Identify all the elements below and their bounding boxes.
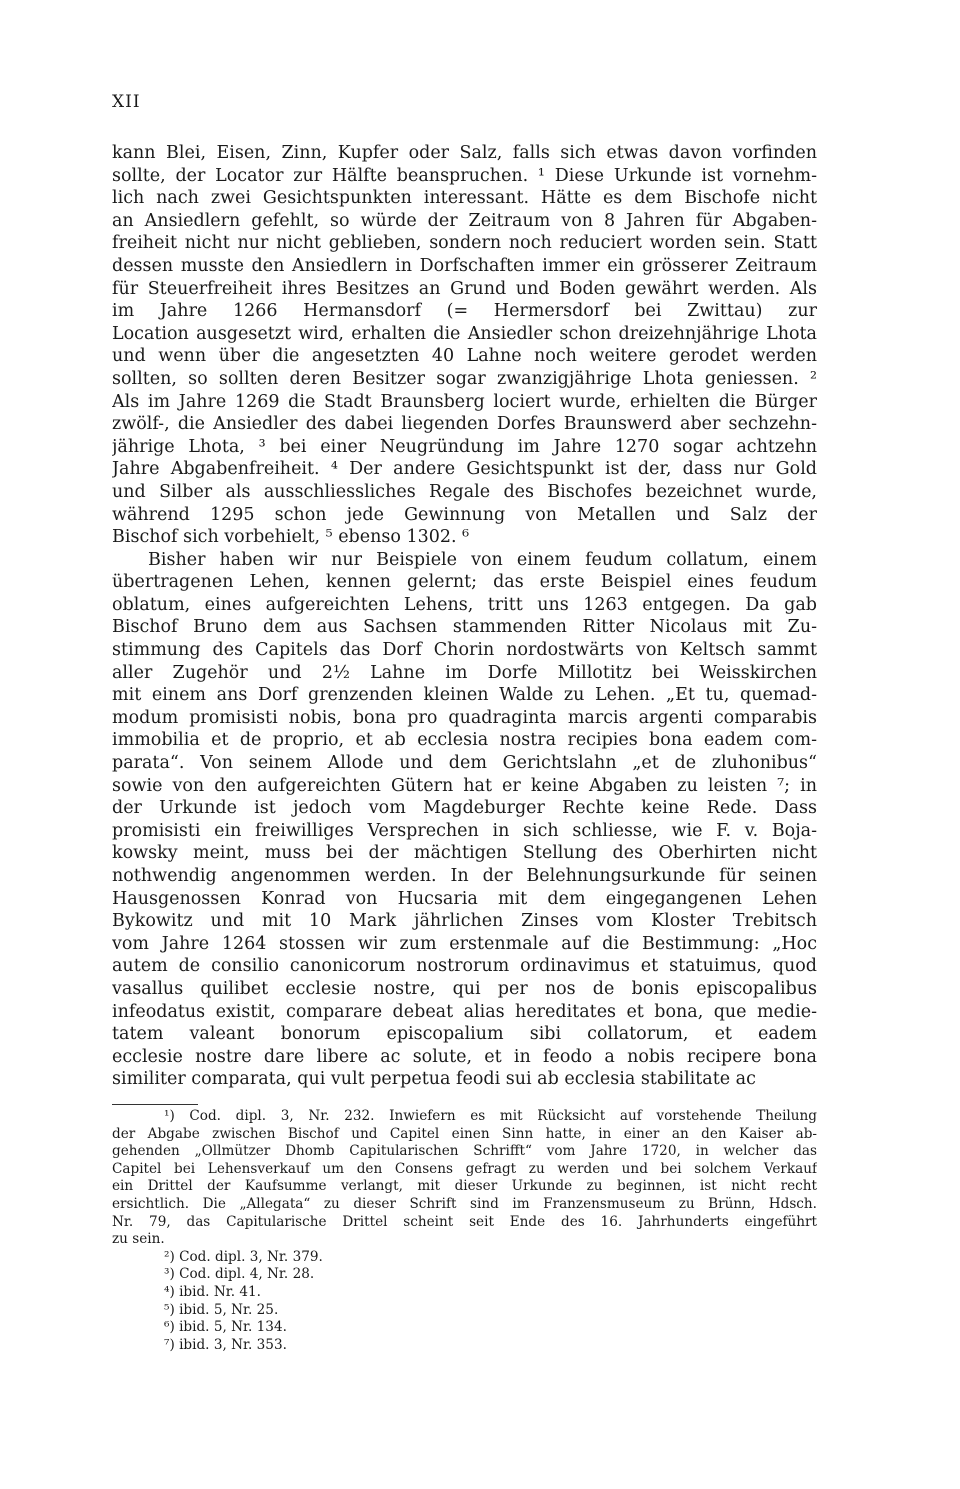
- body-line: kann Blei, Eisen, Zinn, Kupfer oder Salz, falls sich etwas davon vorfinden: [112, 143, 817, 163]
- body-line: similiter comparata, qui vult perpetua feodi sui ab ecclesia stabilitate ac: [112, 1069, 756, 1090]
- body-text: [112, 142, 817, 1091]
- body-line: im Jahre 1266 Hermansdorf (= Hermersdorf bei Zwittau) zur: [112, 301, 817, 322]
- body-line: Jahre Abgabenfreiheit. ⁴ Der andere Gesichtspunkt ist der, dass nur Gold: [112, 459, 817, 480]
- body-line: Location ausgesetzt wird, erhalten die Ansiedler schon dreizehnjährige Lhota: [112, 323, 817, 344]
- body-line: oblatum, eines aufgereichten Lehens, tritt uns 1263 entgegen. Da gab: [112, 594, 817, 615]
- body-line: vom Jahre 1264 stossen wir zum erstenmale auf die Bestimmung: „Hoc: [112, 933, 817, 954]
- body-line: autem de consilio canonicorum nostrorum ordinavimus et statuimus, quod: [112, 956, 817, 977]
- body-line: für Steuerfreiheit ihres Besitzes an Grund und Boden gewährt werden. Als: [112, 278, 817, 299]
- footnote-line: ein Drittel der Kaufsumme verlangt, mit dieser Urkunde zu beginnen, ist nicht recht: [112, 1178, 817, 1195]
- body-line: stimmung des Capitels das Dorf Chorin nordostwärts von Keltsch sammt: [112, 640, 817, 661]
- footnote-separator: [112, 1104, 198, 1105]
- body-line: modum promisisti nobis, bona pro quadraginta marcis argenti comparabis: [112, 707, 817, 728]
- body-line: sollten, so sollten deren Besitzer sogar zwanzigjährige Lhota geniessen. ²: [112, 368, 817, 389]
- footnote-line: ⁷) ibid. 3, Nr. 353.: [164, 1336, 287, 1353]
- footnote-line: ⁵) ibid. 5, Nr. 25.: [164, 1301, 279, 1318]
- body-line: aller Zugehör und 2½ Lahne im Dorfe Millotitz bei Weisskirchen: [112, 662, 817, 683]
- body-line: promisisti ein freiwilliges Versprechen in sich schliesse, wie F. v. Boja-: [112, 820, 817, 841]
- body-line: und wenn über die angesetzten 40 Lahne noch weitere gerodet werden: [112, 346, 817, 367]
- footnote-line: ¹) Cod. dipl. 3, Nr. 232. Inwiefern es mit Rücksicht auf vorstehende Theilung: [164, 1108, 817, 1124]
- body-line: ecclesie nostre dare libere ac solute, et in feodo a nobis recipere bona: [112, 1046, 817, 1067]
- body-line: Bykowitz und mit 10 Mark jährlichen Zinses vom Kloster Trebitsch: [112, 911, 817, 932]
- body-line: kowsky meint, muss bei der mächtigen Stellung des Oberhirten nicht: [112, 843, 817, 864]
- body-line: Bischof Bruno dem aus Sachsen stammenden Ritter Nicolaus mit Zu-: [112, 617, 817, 638]
- body-line: vasallus quilibet ecclesie nostre, qui per nos de bonis episcopalibus: [112, 978, 817, 999]
- page-number: XII: [112, 92, 141, 112]
- body-line: infeodatus existit, comparare debeat alias hereditates et bona, que medie-: [112, 1001, 817, 1022]
- body-line: Bischof sich vorbehielt, ⁵ ebenso 1302. ⁶: [112, 527, 470, 548]
- body-line: immobilia et de proprio, et ab ecclesia nostra recipies bona eadem com-: [112, 730, 817, 751]
- body-line: während 1295 schon jede Gewinnung von Metallen und Salz der: [112, 504, 817, 525]
- body-line: parata“. Von seinem Allode und dem Gerichtslahn „et de zluhonibus“: [112, 753, 817, 774]
- body-line: sowie von den aufgereichten Gütern hat er keine Abgaben zu leisten ⁷; in: [112, 775, 817, 796]
- body-line: an Ansiedlern gefehlt, so würde der Zeitraum von 8 Jahren für Abgaben-: [112, 210, 817, 231]
- body-line: Als im Jahre 1269 die Stadt Braunsberg lociert wurde, erhielten die Bürger: [112, 391, 817, 412]
- footnote-line: der Abgabe zwischen Bischof und Capitel einen Sinn hatte, in einer an den Kaiser ab-: [112, 1125, 817, 1142]
- footnote-line: ⁶) ibid. 5, Nr. 134.: [164, 1319, 287, 1336]
- footnote-line: zu sein.: [112, 1231, 165, 1248]
- footnotes: [112, 1108, 817, 1354]
- body-line: jährige Lhota, ³ bei einer Neugründung im Jahre 1270 sogar achtzehn: [112, 436, 817, 457]
- body-line: zwölf-, die Ansiedler des dabei liegenden Dorfes Braunswerd aber sechzehn-: [112, 414, 817, 435]
- footnote-line: Capitel bei Lehensverkauf um den Consens gefragt zu werden und bei solchem Verkauf: [112, 1160, 817, 1177]
- body-line: der Urkunde ist jedoch vom Magdeburger Rechte keine Rede. Dass: [112, 798, 817, 819]
- body-line: tatem valeant bonorum episcopalium sibi collatorum, et eadem: [112, 1024, 817, 1045]
- footnote-line: ³) Cod. dipl. 4, Nr. 28.: [164, 1266, 315, 1283]
- footnote-line: gehenden „Ollmützer Dhomb Capitularischen Schrifft“ vom Jahre 1720, in welcher das: [112, 1143, 817, 1160]
- body-line: nothwendig angenommen werden. In der Belehnungsurkunde für seinen: [112, 866, 817, 886]
- body-line: Bisher haben wir nur Beispiele von einem feudum collatum, einem: [148, 549, 817, 570]
- footnote-line: Nr. 79, das Capitularische Drittel scheint seit Ende des 16. Jahrhunderts eingeführt: [112, 1213, 817, 1230]
- footnote-line: ersichtlich. Die „Allegata“ zu dieser Schrift sind im Franzensmuseum zu Brünn, Hdsch.: [112, 1195, 817, 1212]
- body-line: mit einem ans Dorf grenzenden kleinen Walde zu Lehen. „Et tu, quemad-: [112, 685, 817, 706]
- body-line: und Silber als ausschliessliches Regale des Bischofes bezeichnet wurde,: [112, 481, 817, 502]
- body-line: freiheit nicht nur nicht geblieben, sondern noch reduciert worden sein. Statt: [112, 233, 817, 254]
- body-line: übertragenen Lehen, kennen gelernt; das erste Beispiel eines feudum: [112, 572, 817, 593]
- footnote-line: ²) Cod. dipl. 3, Nr. 379.: [164, 1248, 323, 1265]
- body-line: sollte, der Locator zur Hälfte beanspruchen. ¹ Diese Urkunde ist vornehm-: [112, 165, 817, 186]
- body-line: dessen musste den Ansiedlern in Dorfschaften immer ein grösserer Zeitraum: [112, 255, 817, 276]
- body-line: Hausgenossen Konrad von Hucsaria mit dem eingegangenen Lehen: [112, 888, 817, 909]
- body-line: lich nach zwei Gesichtspunkten interessant. Hätte es dem Bischofe nicht: [112, 188, 817, 209]
- footnote-line: ⁴) ibid. Nr. 41.: [164, 1283, 261, 1300]
